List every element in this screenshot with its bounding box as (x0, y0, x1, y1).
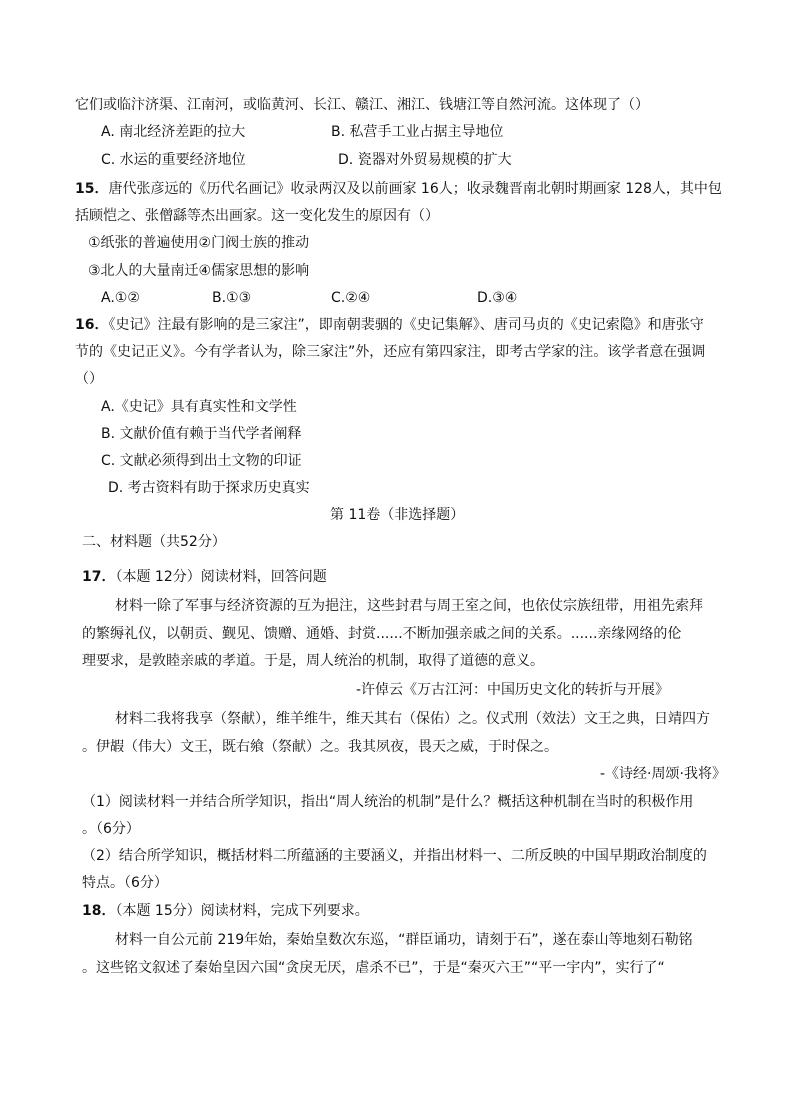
q14-option-d: D. 瓷器对外贸易规模的扩大 (338, 152, 512, 168)
q16-stem-line2: 节的《史记正义》。今有学者认为，除三家注”外，还应有第四家注，即考古学家的注。该学者意在强调 (75, 344, 706, 360)
q16-stem-text1: 《史记》注最有影响的是三家注”，即南朝裴骃的《史记集解》、唐司马贞的《史记索隐》和唐张守 (108, 317, 704, 333)
q17-number: 17． (82, 569, 116, 585)
q17-material1-line1: 材料一除了军事与经济资源的互为挹注，这些封君与周王室之间，也依仗宗族纽带，用祖先索拜 (115, 598, 703, 614)
q18-material1-line1: 材料一自公元前 219年始，秦始皇数次东巡，“群臣诵功，请刻于石”，遂在泰山等地刻石勒铭 (115, 932, 693, 948)
q15-items-line2: ③北人的大量南迁④儒家思想的影响 (88, 263, 310, 279)
q15-option-c: C.②④ (331, 290, 371, 306)
q15-option-d: D.③④ (477, 290, 518, 306)
q15-items-line1: ①纸张的普遍使用②门阀士族的推动 (88, 235, 310, 251)
q16-stem-line3: （） (75, 371, 103, 387)
q18-header-text: （本题 15分）阅读材料，完成下列要求。 (115, 903, 369, 919)
section-title: 二、材料题（共52分） (82, 534, 226, 550)
q16-option-b: B. 文献价值有赖于当代学者阐释 (101, 426, 302, 442)
q18-header (82, 901, 369, 921)
q17-header (82, 567, 327, 587)
q17-sub1-line2: 。（6分） (82, 821, 140, 837)
q15-stem-line1 (75, 179, 722, 199)
q17-material1-source: -许倬云《万古江河：中国历史文化的转折与开展》 (356, 682, 670, 698)
q16-option-c: C. 文献必须得到出土文物的印证 (101, 453, 302, 469)
q15-stem-line2: 括顾恺之、张僧繇等杰出画家。这一变化发生的原因有（） (75, 208, 439, 224)
q17-material2-line1: 材料二我将我享（祭献），维羊维牛，维天其右（保佑）之。仪式刑（效法）文王之典，日靖四方 (115, 711, 710, 727)
q17-sub1-line1: （1）阅读材料一并结合所学知识，指出“周人统治的机制”是什么？概括这种机制在当时的积极作用 (82, 794, 694, 810)
q15-stem-text1: 唐代张彦远的《历代名画记》收录两汉及以前画家 16人；收录魏晋南北朝时期画家 128人，其中包 (108, 181, 722, 197)
q16-stem-line1 (75, 315, 704, 335)
volume-title: 第 11卷（非选择题） (330, 507, 465, 523)
q17-header-text: （本题 12分）阅读材料，回答问题 (115, 569, 327, 585)
q17-material2-line2: 。伊嘏（伟大）文王，既右飨（祭献）之。我其夙夜，畏天之威，于时保之。 (82, 739, 558, 755)
q15-number: 15． (75, 181, 109, 197)
q16-option-d: D. 考古资料有助于探求历史真实 (108, 480, 310, 496)
q17-sub2-line1: （2）结合所学知识，概括材料二所蕴涵的主要涵义，并指出材料一、二所反映的中国早期政治制度的 (82, 848, 707, 864)
q14-option-c: C. 水运的重要经济地位 (101, 152, 246, 168)
q15-option-a: A.①② (101, 290, 140, 306)
q17-material2-source: -《诗经·周颂·我将》 (600, 766, 726, 782)
q15-option-b: B.①③ (212, 290, 252, 306)
q17-material1-line2: 的繁缛礼仪，以朝贡、觐见、馈赠、通婚、封赏......不断加强亲戚之间的关系。......亲缘网络的伦 (82, 626, 682, 642)
q16-option-a: A.《史记》具有真实性和文学性 (101, 399, 297, 415)
q16-number: 16． (75, 317, 109, 333)
q14-option-a: A. 南北经济差距的拉大 (101, 124, 246, 140)
q14-option-b: B. 私营手工业占据主导地位 (331, 124, 504, 140)
q17-sub2-line2: 特点。（6分） (82, 875, 168, 891)
q14-stem-tail: 它们或临汴济渠、江南河，或临黄河、长江、赣江、湘江、钱塘江等自然河流。这体现了（） (75, 97, 649, 113)
q18-material1-line2: 。这些铭文叙述了秦始皇因六国“贪戾无厌，虐杀不已”，于是“秦灭六王”“平一宇内”，实行了“ (82, 960, 665, 976)
q18-number: 18． (82, 903, 116, 919)
q17-material1-line3: 理要求，是敦睦亲戚的孝道。于是，周人统治的机制，取得了道德的意义。 (82, 653, 544, 669)
